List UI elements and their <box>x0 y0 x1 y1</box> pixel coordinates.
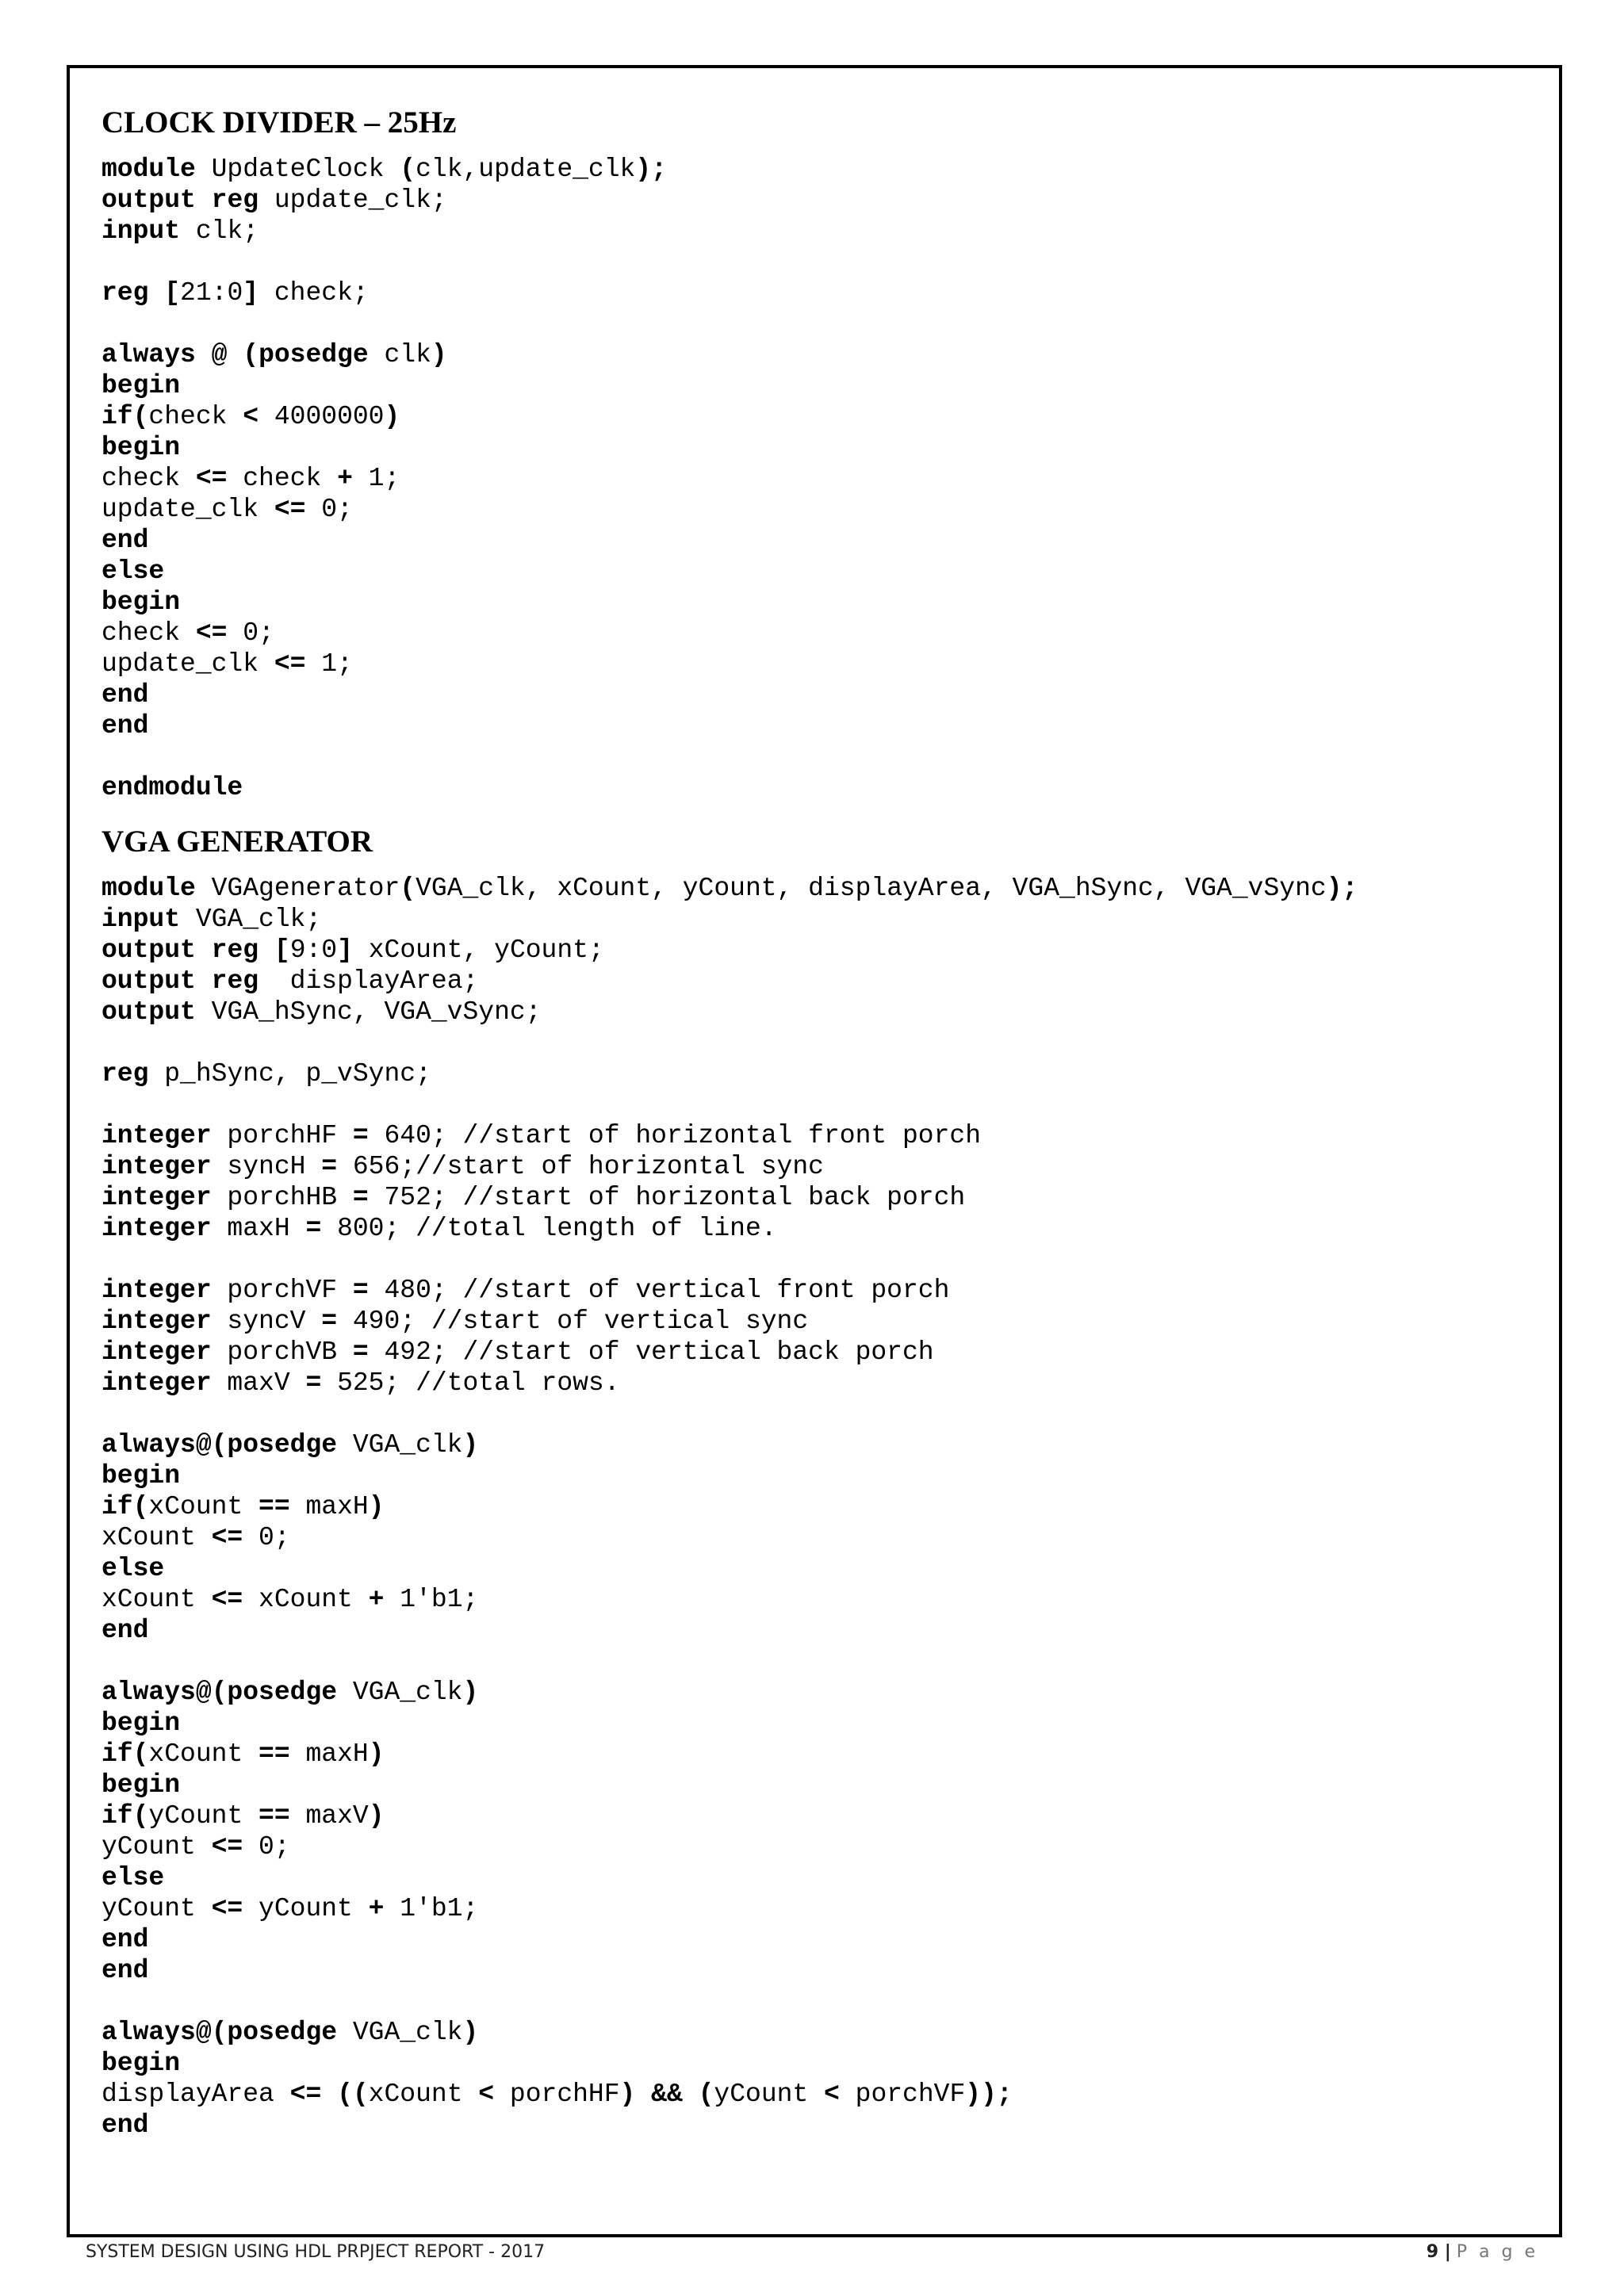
code-line: output reg update_clk; <box>102 186 447 215</box>
code-line: reg p_hSync, p_vSync; <box>102 1059 431 1089</box>
code-line: input VGA_clk; <box>102 905 322 934</box>
code-line: begin <box>102 433 181 462</box>
code-line: always @ (posedge clk) <box>102 340 447 369</box>
code-line <box>102 1244 1527 1275</box>
code-line: end <box>102 680 149 710</box>
code-line: begin <box>102 587 181 617</box>
code-line: end <box>102 526 149 555</box>
code-line: if(xCount == maxH) <box>102 1492 385 1521</box>
code-line <box>102 1646 1527 1677</box>
code-line: integer syncH = 656;//start of horizontal sync <box>102 1152 824 1181</box>
footer-page-indicator <box>1427 2242 1538 2262</box>
code-line: check <= check + 1; <box>102 464 400 493</box>
page-content <box>102 100 1527 2141</box>
code-line: begin <box>102 1461 181 1490</box>
section-heading-vga-generator: VGA GENERATOR <box>102 825 373 859</box>
code-line: endmodule <box>102 773 243 802</box>
code-line: input clk; <box>102 216 259 246</box>
code-line: end <box>102 1956 149 1985</box>
page-number: 9 | <box>1426 2242 1451 2262</box>
code-line: check <= 0; <box>102 618 274 648</box>
code-line: end <box>102 1616 149 1645</box>
code-line: module UpdateClock (clk,update_clk); <box>102 155 667 184</box>
code-line: output VGA_hSync, VGA_vSync; <box>102 997 542 1027</box>
code-line: xCount <= 0; <box>102 1523 290 1552</box>
code-line: yCount <= 0; <box>102 1832 290 1862</box>
section-heading-clock-divider: CLOCK DIVIDER – 25Hz <box>102 105 457 140</box>
code-line <box>102 308 1527 339</box>
code-line: begin <box>102 1770 181 1800</box>
code-line: integer porchHF = 640; //start of horizontal front porch <box>102 1121 981 1150</box>
code-line: update_clk <= 1; <box>102 649 353 679</box>
code-line: integer porchVF = 480; //start of vertical front porch <box>102 1276 950 1305</box>
code-line <box>102 741 1527 772</box>
code-line: module VGAgenerator(VGA_clk, xCount, yCount, displayArea, VGA_hSync, VGA_vSync); <box>102 874 1358 903</box>
code-line: end <box>102 1925 149 1954</box>
code-line: else <box>102 1554 165 1583</box>
code-line: begin <box>102 1709 181 1738</box>
code-line: integer maxH = 800; //total length of line. <box>102 1214 777 1243</box>
code-line: integer porchVB = 492; //start of vertical back porch <box>102 1337 934 1367</box>
code-line: else <box>102 557 165 586</box>
code-line: always@(posedge VGA_clk) <box>102 1430 479 1460</box>
page-footer <box>86 2242 1538 2266</box>
code-line: reg [21:0] check; <box>102 278 369 308</box>
code-line <box>102 1399 1527 1429</box>
code-line: displayArea <= ((xCount < porchHF) && (yCount < porchVF)); <box>102 2080 1013 2109</box>
code-line: if(xCount == maxH) <box>102 1739 385 1769</box>
page-border <box>67 65 1562 2237</box>
code-line: yCount <= yCount + 1'b1; <box>102 1894 479 1923</box>
code-line: output reg displayArea; <box>102 966 479 996</box>
code-line: update_clk <= 0; <box>102 495 353 524</box>
code-block-vga-generator <box>102 873 1527 2141</box>
code-line <box>102 1986 1527 2017</box>
code-line: end <box>102 2110 149 2140</box>
code-line <box>102 1089 1527 1120</box>
code-line: output reg [9:0] xCount, yCount; <box>102 936 604 965</box>
code-line <box>102 247 1527 277</box>
code-line: begin <box>102 371 181 400</box>
code-line: always@(posedge VGA_clk) <box>102 2018 479 2047</box>
code-block-clock-divider <box>102 154 1527 803</box>
code-line: always@(posedge VGA_clk) <box>102 1678 479 1707</box>
code-line <box>102 1027 1527 1058</box>
code-line: integer maxV = 525; //total rows. <box>102 1368 620 1398</box>
code-line: xCount <= xCount + 1'b1; <box>102 1585 479 1614</box>
code-line: if(check < 4000000) <box>102 402 400 431</box>
code-line: if(yCount == maxV) <box>102 1801 385 1831</box>
code-line: begin <box>102 2049 181 2078</box>
code-line: integer porchHB = 752; //start of horizontal back porch <box>102 1183 966 1212</box>
code-line: end <box>102 711 149 740</box>
code-line: integer syncV = 490; //start of vertical sync <box>102 1307 809 1336</box>
code-line: else <box>102 1863 165 1892</box>
page-word: P a g e <box>1456 2242 1538 2262</box>
footer-title: SYSTEM DESIGN USING HDL PRPJECT REPORT - 2017 <box>86 2242 546 2262</box>
